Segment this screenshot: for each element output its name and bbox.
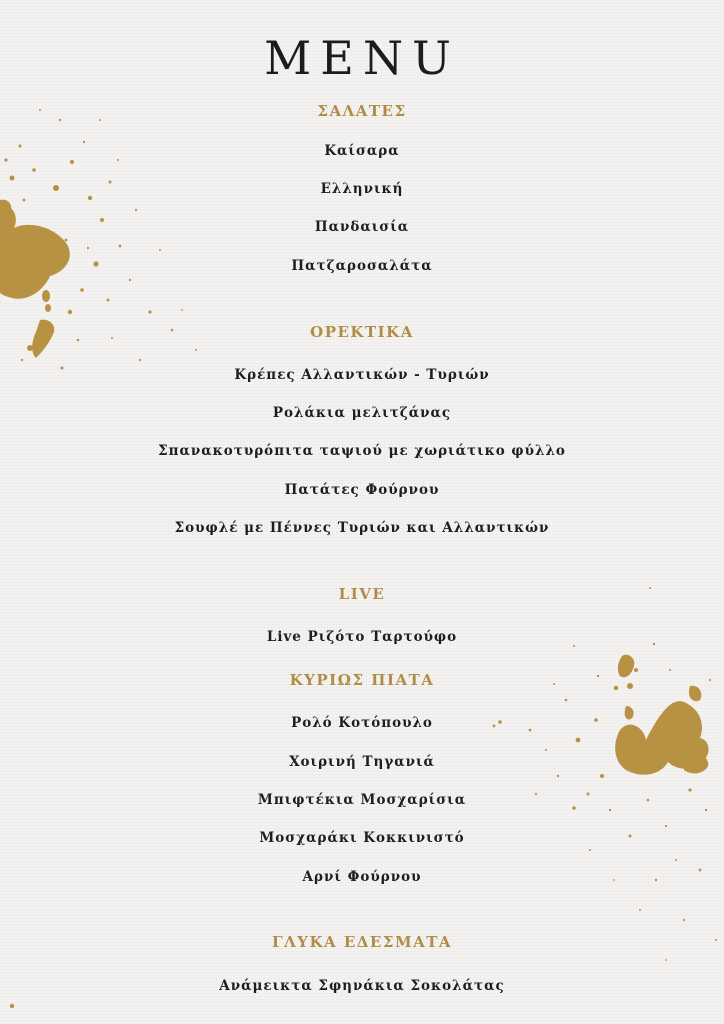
section-heading-main-courses: ΚΥΡΙΩΣ ΠΙΑΤΑ <box>289 671 435 689</box>
dish-item: Ρολάκια μελιτζάνας <box>272 405 452 421</box>
gold-dot-bottom-left <box>6 1000 18 1012</box>
menu-title: MENU <box>264 31 460 85</box>
section-heading-live: LIVE <box>338 585 386 603</box>
dish-item: Πανδαισία <box>314 219 410 235</box>
dish-item: Ρολό Κοτόπουλο <box>291 715 433 731</box>
dish-item: Ανάμεικτα Σφηνάκια Σοκολάτας <box>219 978 505 994</box>
dish-item: Live Ριζότο Ταρτούφο <box>266 629 458 645</box>
dish-item: Χοιρινή Τηγανιά <box>289 754 435 770</box>
dish-item: Σουφλέ με Πέννες Τυριών και Αλλαντικών <box>174 520 550 536</box>
dish-item: Ελληνική <box>320 181 404 197</box>
dish-item: Πατζαροσαλάτα <box>291 258 433 274</box>
section-heading-appetizers: ΟΡΕΚΤΙΚΑ <box>310 323 414 341</box>
dish-item: Αρνί Φούρνου <box>302 869 422 885</box>
section-heading-desserts: ΓΛΥΚΑ ΕΔΕΣΜΑΤΑ <box>271 933 453 951</box>
dish-item: Πατάτες Φούρνου <box>284 482 440 498</box>
dish-item: Μοσχαράκι Κοκκινιστό <box>259 830 465 846</box>
dish-item: Σπανακοτυρόπιτα ταψιού με χωριάτικο φύλλο <box>158 443 566 459</box>
dish-item: Κρέπες Αλλαντικών - Τυριών <box>234 367 490 383</box>
dish-item: Μπιφτέκια Μοσχαρίσια <box>257 792 467 808</box>
section-heading-salads: ΣΑΛΑΤΕΣ <box>317 102 407 120</box>
dish-item: Καίσαρα <box>324 143 400 159</box>
